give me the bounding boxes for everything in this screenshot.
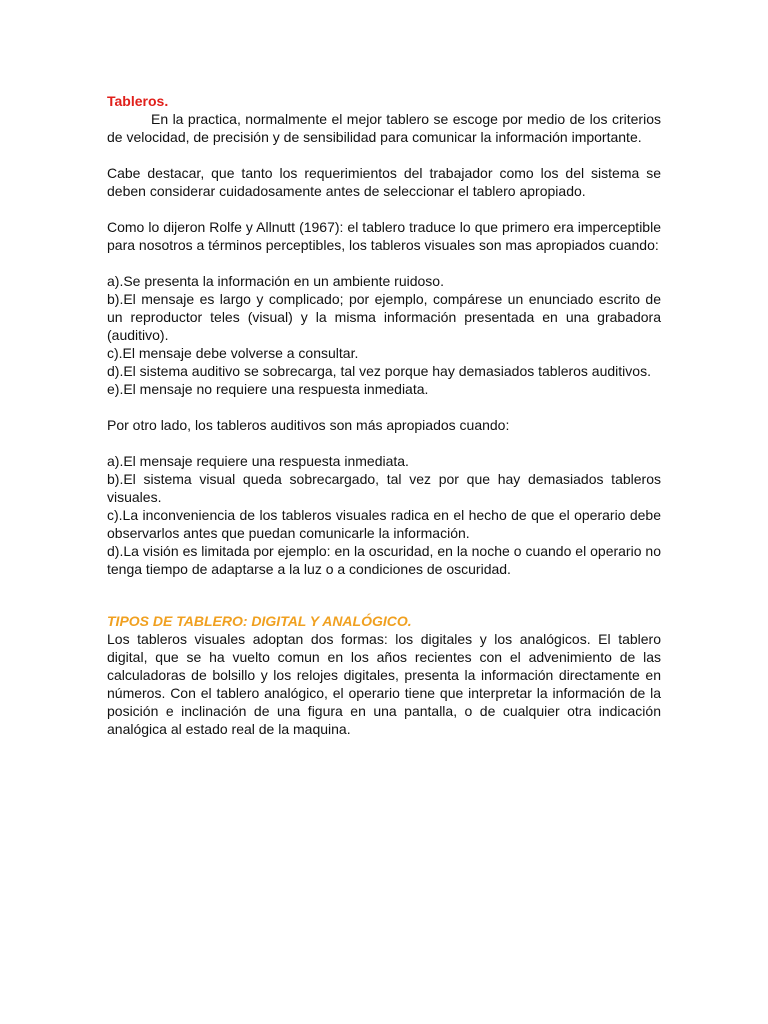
intro-text: En la practica, normalmente el mejor tablero se escoge por medio de los criterios de velocidad, de precisión y de sensibilidad para comunicar la información importante. <box>107 111 661 145</box>
paragraph-2: Cabe destacar, que tanto los requerimientos del trabajador como los del sistema se deben considerar cuidadosamente antes de seleccionar el tablero apropiado. <box>107 165 661 199</box>
list-item: d).El sistema auditivo se sobrecarga, tal vez porque hay demasiados tableros auditivos. <box>107 363 651 379</box>
spacer <box>107 254 661 272</box>
document-page <box>107 92 661 738</box>
list-item: c).La inconveniencia de los tableros visuales radica en el hecho de que el operario debe observarlos antes que puedan comunicarle la información. <box>107 507 661 541</box>
section-2-body: Los tableros visuales adoptan dos formas: los digitales y los analógicos. El tablero digital, que se ha vuelto comun en los años recientes con el advenimiento de las calculadoras de bolsillo y los relojes digitales, presenta la información directamente en números. Con el tablero analógico, el operario tiene que interpretar la información de la posición e inclinación de una figura en una pantalla, o de cualquier otra indicación analógica al estado real de la maquina. <box>107 631 661 737</box>
section-title: Tableros. <box>107 93 169 109</box>
spacer <box>107 434 661 452</box>
intro-paragraph <box>107 92 661 146</box>
paragraph-4: Por otro lado, los tableros auditivos son más apropiados cuando: <box>107 417 510 433</box>
list-item: a).Se presenta la información en un ambiente ruidoso. <box>107 273 444 289</box>
spacer <box>107 146 661 164</box>
list-item: c).El mensaje debe volverse a consultar. <box>107 345 359 361</box>
visual-displays-list <box>107 272 661 398</box>
auditory-displays-list <box>107 452 661 578</box>
list-item: d).La visión es limitada por ejemplo: en la oscuridad, en la noche o cuando el operario no tenga tiempo de adaptarse a la luz o a condiciones de oscuridad. <box>107 543 661 577</box>
list-item: b).El sistema visual queda sobrecargado, tal vez por que hay demasiados tableros visuales. <box>107 471 661 505</box>
spacer <box>107 398 661 416</box>
list-item: b).El mensaje es largo y complicado; por ejemplo, compárese un enunciado escrito de un reproductor teles (visual) y la misma información presentada en una grabadora (auditivo). <box>107 291 661 343</box>
spacer <box>107 200 661 218</box>
list-item: a).El mensaje requiere una respuesta inmediata. <box>107 453 409 469</box>
spacer <box>107 578 661 612</box>
paragraph-3: Como lo dijeron Rolfe y Allnutt (1967): el tablero traduce lo que primero era imperceptible para nosotros a términos perceptibles, los tableros visuales son mas apropiados cuando: <box>107 219 661 253</box>
list-item: e).El mensaje no requiere una respuesta inmediata. <box>107 381 429 397</box>
section-heading: TIPOS DE TABLERO: DIGITAL Y ANALÓGICO. <box>107 613 412 629</box>
